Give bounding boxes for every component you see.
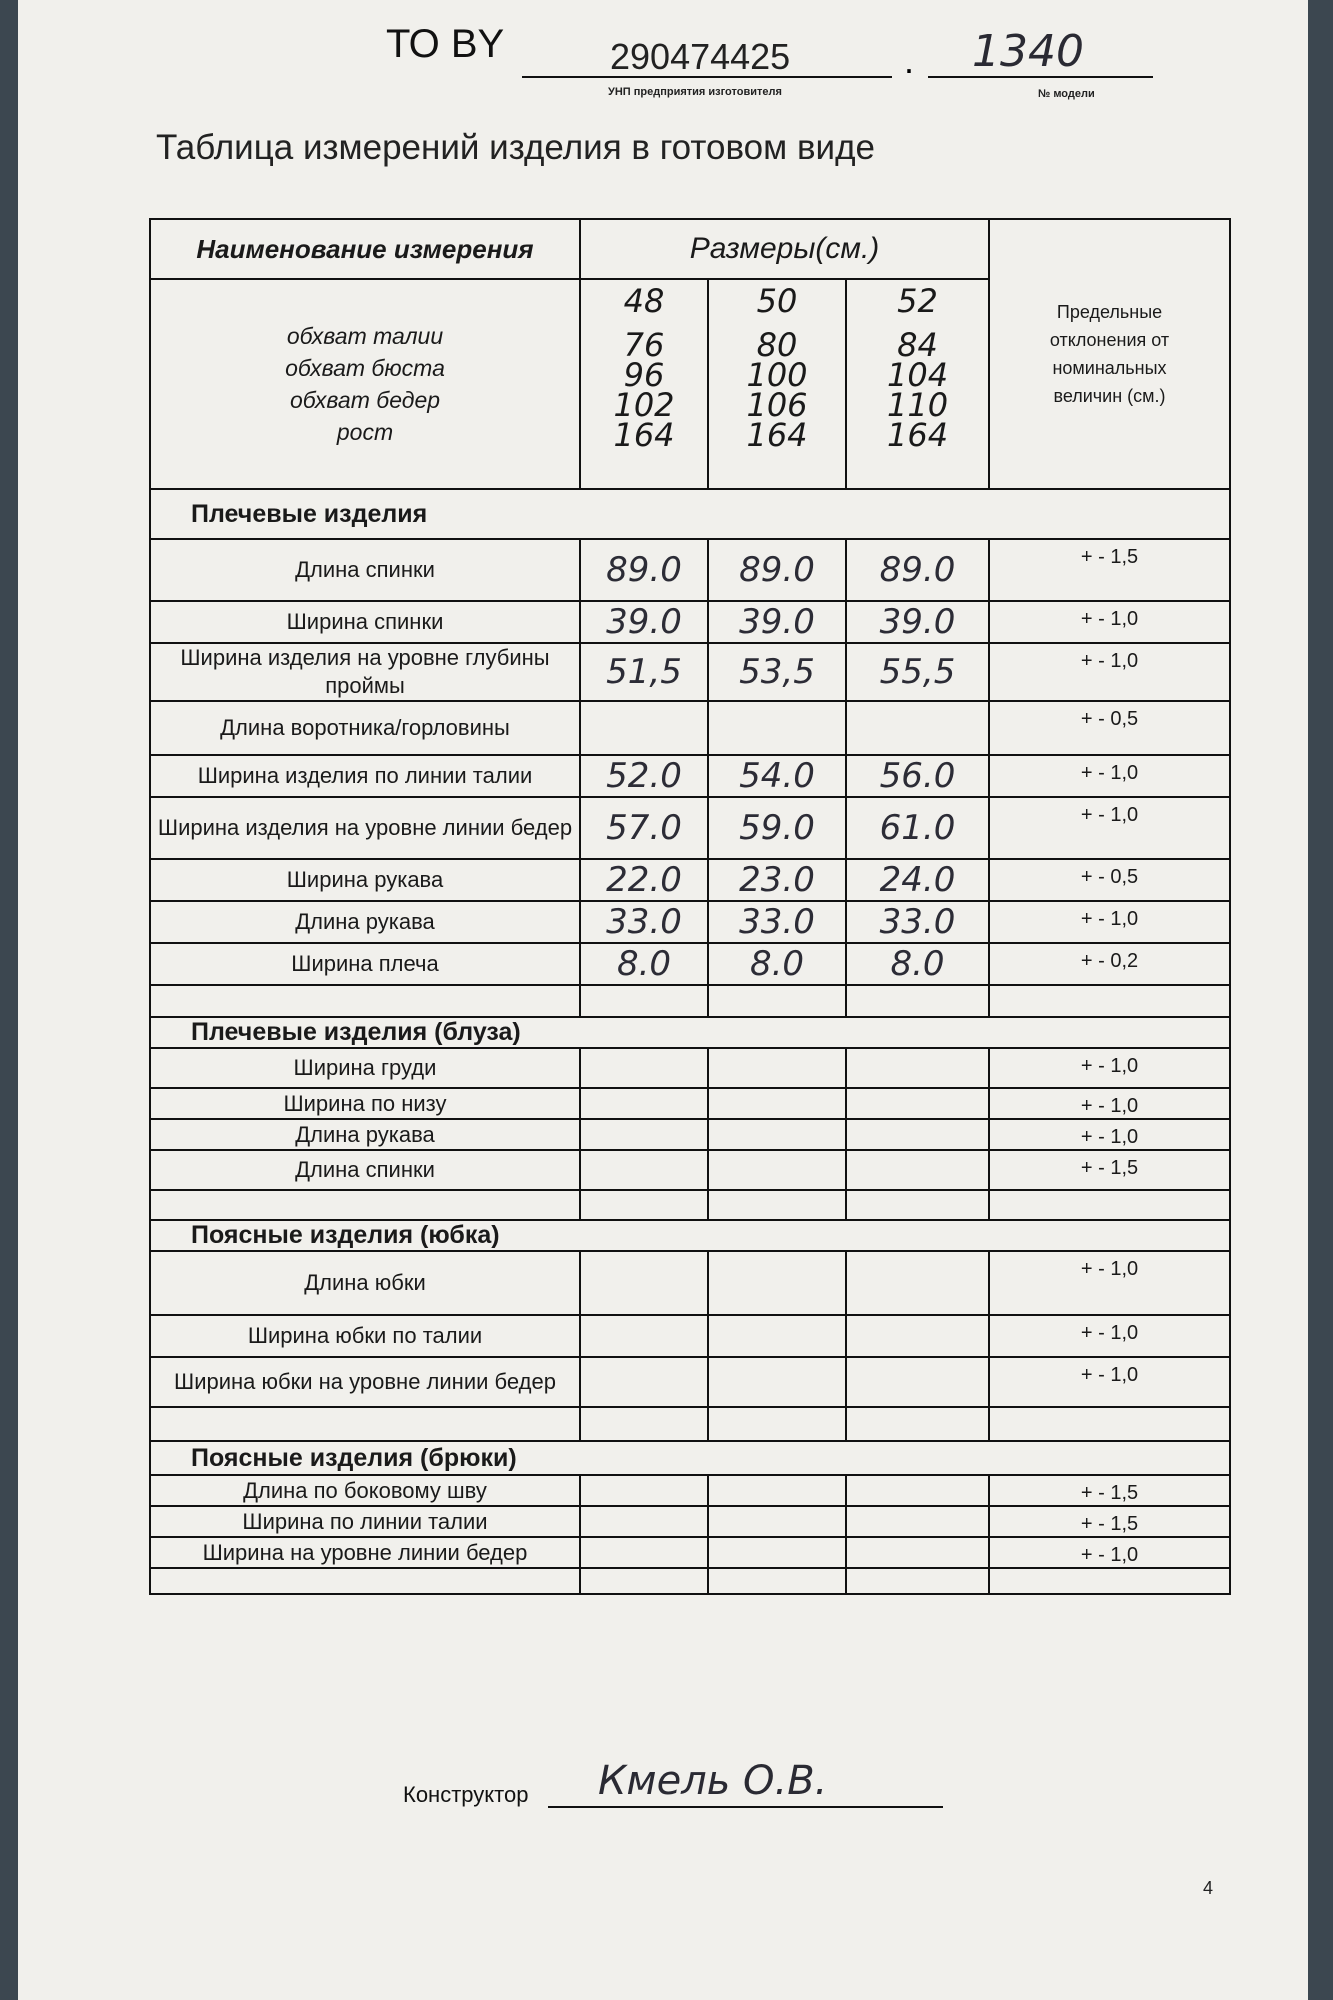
model-value: 1340 bbox=[972, 26, 1084, 77]
measurement-value: 33.0 bbox=[580, 901, 708, 943]
measurement-value bbox=[846, 1537, 989, 1568]
table-row bbox=[150, 1150, 1230, 1190]
measurement-value: 39.0 bbox=[580, 601, 708, 643]
measurement-value bbox=[580, 1088, 708, 1119]
page-title: Таблица измерений изделия в готовом виде bbox=[156, 128, 875, 167]
signature-line bbox=[548, 1806, 943, 1808]
table-row bbox=[150, 755, 1230, 797]
measurement-value: 59.0 bbox=[708, 797, 846, 859]
tolerance-value bbox=[989, 1568, 1230, 1594]
size-column bbox=[846, 279, 989, 489]
measurement-value: 57.0 bbox=[580, 797, 708, 859]
measurement-name: Длина рукава bbox=[150, 1119, 580, 1150]
measurement-value bbox=[846, 701, 989, 755]
table-row bbox=[150, 859, 1230, 901]
tolerance-value: + - 1,0 bbox=[989, 1357, 1230, 1407]
measurement-value bbox=[708, 1506, 846, 1537]
body-label: обхват бюста bbox=[285, 355, 445, 381]
model-caption: № модели bbox=[1038, 88, 1095, 100]
measurement-value bbox=[708, 985, 846, 1017]
col-name-header: Наименование измерения bbox=[150, 219, 580, 279]
measurement-name: Длина спинки bbox=[150, 539, 580, 601]
size-column bbox=[708, 279, 846, 489]
body-value: 100 bbox=[746, 356, 808, 394]
tolerance-value bbox=[989, 1407, 1230, 1441]
table-row bbox=[150, 1537, 1230, 1568]
body-value: 84 bbox=[897, 326, 938, 364]
measurement-value bbox=[708, 1251, 846, 1315]
measurement-value bbox=[708, 1088, 846, 1119]
tolerance-value: + - 1,0 bbox=[989, 755, 1230, 797]
table-row bbox=[150, 1475, 1230, 1506]
measurement-value: 54.0 bbox=[708, 755, 846, 797]
measurement-name bbox=[150, 1407, 580, 1441]
measurement-value: 55,5 bbox=[846, 643, 989, 701]
measurement-name: Ширина по низу bbox=[150, 1088, 580, 1119]
measurement-value bbox=[846, 1088, 989, 1119]
tolerance-value: + - 1,0 bbox=[989, 901, 1230, 943]
body-value: 110 bbox=[886, 386, 949, 424]
measurement-value: 33.0 bbox=[846, 901, 989, 943]
col-sizes-header: Размеры(см.) bbox=[580, 219, 989, 279]
measurement-value: 8.0 bbox=[580, 943, 708, 985]
document-page bbox=[18, 0, 1308, 2000]
table-row bbox=[150, 1251, 1230, 1315]
measurement-name: Ширина юбки по талии bbox=[150, 1315, 580, 1357]
measurement-value bbox=[708, 1357, 846, 1407]
tolerance-value bbox=[989, 1190, 1230, 1220]
measurement-value bbox=[708, 1537, 846, 1568]
body-label: обхват бедер bbox=[289, 387, 441, 413]
tolerance-value bbox=[989, 985, 1230, 1017]
unp-field bbox=[522, 30, 892, 78]
measurement-value bbox=[580, 1357, 708, 1407]
body-value: 164 bbox=[886, 416, 949, 454]
measurement-name: Длина рукава bbox=[150, 901, 580, 943]
measurement-value: 53,5 bbox=[708, 643, 846, 701]
tolerance-value: + - 1,0 bbox=[989, 1537, 1230, 1568]
measurement-name: Ширина плеча bbox=[150, 943, 580, 985]
measurement-value: 56.0 bbox=[846, 755, 989, 797]
section-title: Поясные изделия (брюки) bbox=[150, 1441, 1230, 1475]
table-row bbox=[150, 1119, 1230, 1150]
measurement-value bbox=[846, 1048, 989, 1088]
table-row bbox=[150, 1357, 1230, 1407]
table-row bbox=[150, 1315, 1230, 1357]
measurement-name: Ширина изделия на уровне линии бедер bbox=[150, 797, 580, 859]
body-measure-labels bbox=[150, 279, 580, 489]
measurement-value bbox=[580, 1537, 708, 1568]
body-value: 104 bbox=[886, 356, 949, 394]
tolerance-value: + - 1,5 bbox=[989, 1506, 1230, 1537]
tolerance-value: + - 1,0 bbox=[989, 1048, 1230, 1088]
signature-label: Конструктор bbox=[403, 1782, 529, 1807]
table-row bbox=[150, 1568, 1230, 1594]
measurement-value: 89.0 bbox=[580, 539, 708, 601]
signature-name: Кмель О.В. bbox=[598, 1758, 828, 1804]
measurement-name bbox=[150, 1568, 580, 1594]
table-row bbox=[150, 1190, 1230, 1220]
measurement-value bbox=[846, 1407, 989, 1441]
size-header: 52 bbox=[897, 282, 938, 320]
table-row bbox=[150, 1088, 1230, 1119]
measurement-value: 33.0 bbox=[708, 901, 846, 943]
section-title: Плечевые изделия bbox=[150, 489, 1230, 539]
measurement-value: 22.0 bbox=[580, 859, 708, 901]
measurement-value bbox=[580, 1190, 708, 1220]
section-title: Поясные изделия (юбка) bbox=[150, 1220, 1230, 1251]
body-label: обхват талии bbox=[286, 323, 444, 349]
measurement-value bbox=[580, 1315, 708, 1357]
measurement-value bbox=[708, 1568, 846, 1594]
measurement-name: Длина спинки bbox=[150, 1150, 580, 1190]
measurement-value bbox=[708, 701, 846, 755]
measurement-value: 52.0 bbox=[580, 755, 708, 797]
measurement-value bbox=[846, 1475, 989, 1506]
measurement-value bbox=[580, 1407, 708, 1441]
measurement-value bbox=[708, 1190, 846, 1220]
measurement-value bbox=[580, 1475, 708, 1506]
table-row bbox=[150, 1407, 1230, 1441]
measurement-name: Ширина по линии талии bbox=[150, 1506, 580, 1537]
body-value: 80 bbox=[756, 326, 798, 364]
measurement-name: Ширина на уровне линии бедер bbox=[150, 1537, 580, 1568]
tolerance-value: + - 0,5 bbox=[989, 701, 1230, 755]
body-value: 96 bbox=[623, 356, 665, 394]
unp-value: 290474425 bbox=[610, 36, 791, 77]
unp-caption: УНП предприятия изготовителя bbox=[608, 86, 782, 98]
tolerance-value: + - 1,0 bbox=[989, 1251, 1230, 1315]
table-row bbox=[150, 943, 1230, 985]
measurement-value: 8.0 bbox=[846, 943, 989, 985]
measurement-name: Ширина спинки bbox=[150, 601, 580, 643]
measurement-value bbox=[846, 1150, 989, 1190]
measurement-value bbox=[846, 1251, 989, 1315]
measurement-name: Ширина груди bbox=[150, 1048, 580, 1088]
measurement-value bbox=[708, 1315, 846, 1357]
tolerance-value: + - 1,5 bbox=[989, 1150, 1230, 1190]
measurement-value: 39.0 bbox=[708, 601, 846, 643]
tolerance-value: + - 1,0 bbox=[989, 601, 1230, 643]
body-value: 106 bbox=[746, 386, 808, 424]
tolerance-value: + - 1,0 bbox=[989, 1088, 1230, 1119]
measurement-value bbox=[708, 1048, 846, 1088]
size-header: 50 bbox=[756, 282, 798, 320]
section-title: Плечевые изделия (блуза) bbox=[150, 1017, 1230, 1048]
body-value: 76 bbox=[623, 326, 665, 364]
measurement-value bbox=[708, 1119, 846, 1150]
table-row bbox=[150, 985, 1230, 1017]
table-row bbox=[150, 901, 1230, 943]
measurement-name: Ширина изделия на уровне глубины проймы bbox=[150, 643, 580, 701]
page-number: 4 bbox=[1203, 1878, 1214, 1898]
table-row bbox=[150, 797, 1230, 859]
body-value: 164 bbox=[613, 416, 675, 454]
table-row bbox=[150, 539, 1230, 601]
tolerance-value: + - 0,2 bbox=[989, 943, 1230, 985]
measurement-value bbox=[846, 985, 989, 1017]
tolerance-value: + - 1,0 bbox=[989, 1315, 1230, 1357]
body-value: 164 bbox=[746, 416, 808, 454]
model-field bbox=[928, 26, 1153, 78]
header-dot: . bbox=[904, 40, 915, 81]
measurement-value bbox=[708, 1475, 846, 1506]
table-row bbox=[150, 701, 1230, 755]
measurement-value bbox=[846, 1119, 989, 1150]
measurement-value: 39.0 bbox=[846, 601, 989, 643]
col-tol-header: Предельные отклонения от номинальных величин (см.) bbox=[989, 219, 1230, 489]
measurement-value bbox=[846, 1315, 989, 1357]
size-column bbox=[580, 279, 708, 489]
measurement-value: 89.0 bbox=[708, 539, 846, 601]
measurement-value: 89.0 bbox=[846, 539, 989, 601]
measurement-name: Ширина изделия по линии талии bbox=[150, 755, 580, 797]
measurement-value bbox=[846, 1357, 989, 1407]
measurement-name: Длина воротника/горловины bbox=[150, 701, 580, 755]
body-label: рост bbox=[336, 419, 394, 445]
measurement-name bbox=[150, 1190, 580, 1220]
measurement-value bbox=[846, 1190, 989, 1220]
tolerance-value: + - 1,5 bbox=[989, 1475, 1230, 1506]
measurement-value: 8.0 bbox=[708, 943, 846, 985]
header-prefix: ТО BY bbox=[386, 22, 505, 66]
measurement-value: 61.0 bbox=[846, 797, 989, 859]
measurement-value bbox=[846, 1568, 989, 1594]
measurement-value: 23.0 bbox=[708, 859, 846, 901]
measurement-name bbox=[150, 985, 580, 1017]
measurement-value bbox=[580, 985, 708, 1017]
table-row bbox=[150, 643, 1230, 701]
tolerance-value: + - 1,0 bbox=[989, 643, 1230, 701]
table-row bbox=[150, 1506, 1230, 1537]
measurement-name: Ширина юбки на уровне линии бедер bbox=[150, 1357, 580, 1407]
measurement-value: 24.0 bbox=[846, 859, 989, 901]
measurement-name: Длина юбки bbox=[150, 1251, 580, 1315]
measurement-name: Ширина рукава bbox=[150, 859, 580, 901]
measurement-value bbox=[846, 1506, 989, 1537]
table-row bbox=[150, 1048, 1230, 1088]
measurements-table bbox=[149, 218, 1231, 1595]
header-line bbox=[386, 22, 504, 67]
tolerance-value: + - 1,5 bbox=[989, 539, 1230, 601]
size-header: 48 bbox=[623, 282, 665, 320]
tolerance-value: + - 1,0 bbox=[989, 797, 1230, 859]
measurement-value bbox=[580, 1506, 708, 1537]
tolerance-value: + - 0,5 bbox=[989, 859, 1230, 901]
measurement-value bbox=[708, 1407, 846, 1441]
measurement-value bbox=[580, 1568, 708, 1594]
measurement-name: Длина по боковому шву bbox=[150, 1475, 580, 1506]
measurement-value bbox=[580, 1150, 708, 1190]
measurement-value bbox=[580, 1048, 708, 1088]
tolerance-value: + - 1,0 bbox=[989, 1119, 1230, 1150]
measurement-value bbox=[708, 1150, 846, 1190]
measurement-value bbox=[580, 701, 708, 755]
measurement-value bbox=[580, 1119, 708, 1150]
body-value: 102 bbox=[613, 386, 675, 424]
table-row bbox=[150, 601, 1230, 643]
measurement-value: 51,5 bbox=[580, 643, 708, 701]
measurement-value bbox=[580, 1251, 708, 1315]
